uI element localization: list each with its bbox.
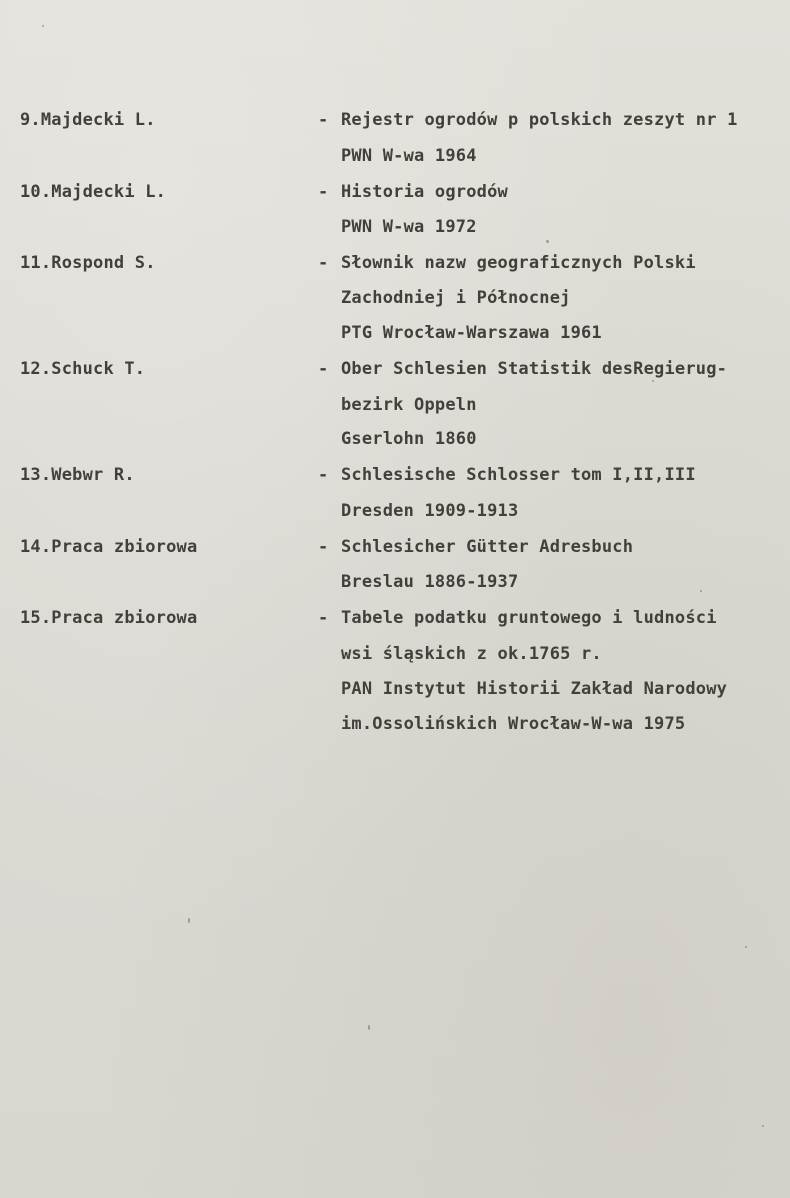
- entry-14-dash: -: [318, 537, 329, 557]
- entry-10-dash: -: [318, 182, 329, 202]
- entry-9-publisher: PWN W-wa 1964: [341, 146, 477, 166]
- entry-15-publisher: PAN Instytut Historii Zakład Narodowy: [341, 679, 728, 699]
- paper-speck: [652, 380, 654, 382]
- entry-12-publisher: Gserlohn 1860: [341, 429, 477, 449]
- entry-14-title: Schlesicher Gütter Adresbuch: [341, 537, 634, 557]
- paper-speck: [188, 918, 190, 923]
- entry-10-publisher: PWN W-wa 1972: [341, 217, 477, 237]
- entry-12-title-cont: bezirk Oppeln: [341, 395, 477, 415]
- entry-12-title: Ober Schlesien Statistik desRegierug-: [341, 359, 728, 379]
- entry-10-author: 10.Majdecki L.: [20, 182, 167, 202]
- entry-15-dash: -: [318, 608, 329, 628]
- entry-9-dash: -: [318, 110, 329, 130]
- entry-11-publisher: PTG Wrocław-Warszawa 1961: [341, 323, 602, 343]
- paper-speck: [700, 590, 702, 592]
- paper-speck: [762, 1125, 764, 1127]
- entry-13-title: Schlesische Schlosser tom I,II,III: [341, 465, 696, 485]
- entry-12-dash: -: [318, 359, 329, 379]
- entry-15-author: 15.Praca zbiorowa: [20, 608, 198, 628]
- entry-11-dash: -: [318, 253, 329, 273]
- entry-13-publisher: Dresden 1909-1913: [341, 501, 519, 521]
- entry-14-publisher: Breslau 1886-1937: [341, 572, 519, 592]
- entry-15-title: Tabele podatku gruntowego i ludności: [341, 608, 717, 628]
- entry-9-author: 9.Majdecki L.: [20, 110, 156, 130]
- entry-11-author: 11.Rospond S.: [20, 253, 156, 273]
- entry-12-author: 12.Schuck T.: [20, 359, 146, 379]
- paper-speck: [745, 946, 747, 948]
- entry-11-title-cont: Zachodniej i Północnej: [341, 288, 571, 308]
- entry-13-author: 13.Webwr R.: [20, 465, 135, 485]
- entry-13-dash: -: [318, 465, 329, 485]
- entry-15-publisher-cont: im.Ossolińskich Wrocław-W-wa 1975: [341, 714, 686, 734]
- entry-14-author: 14.Praca zbiorowa: [20, 537, 198, 557]
- paper-speck: [368, 1025, 370, 1030]
- paper-speck: [546, 240, 549, 243]
- paper-speck: [42, 25, 44, 27]
- entry-15-title-cont: wsi śląskich z ok.1765 r.: [341, 644, 602, 664]
- entry-11-title: Słownik nazw geograficznych Polski: [341, 253, 696, 273]
- entry-10-title: Historia ogrodów: [341, 182, 508, 202]
- entry-9-title: Rejestr ogrodów p polskich zeszyt nr 1: [341, 110, 738, 130]
